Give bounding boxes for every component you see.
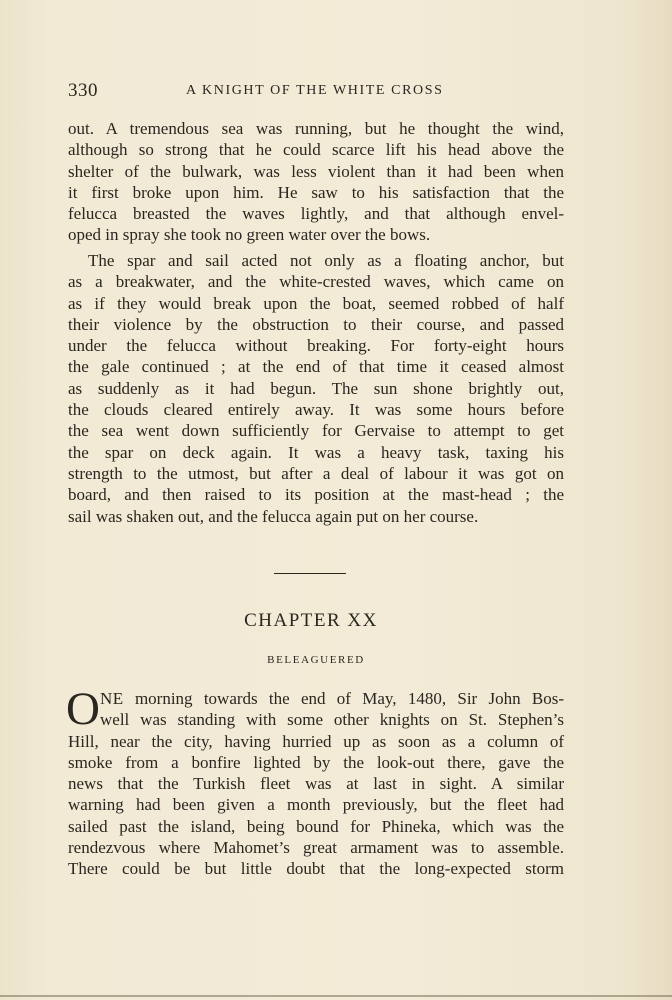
text-line: shelter of the bulwark, was less violent than it had been when: [68, 161, 564, 181]
page-header: [68, 80, 564, 104]
text-line: [68, 688, 564, 709]
text-line: as a breakwater, and the white-crested waves, which came on: [68, 272, 564, 292]
text-line: warning had been given a month previously, but the fleet had: [68, 795, 564, 815]
text-line: as suddenly as it had begun. The sun shone brightly out,: [68, 378, 564, 398]
text-line-rest: morning towards the end of May, 1480, Sir John Bos-: [123, 689, 564, 708]
text-line: the gale continued ; at the end of that time it ceased almost: [68, 357, 564, 377]
text-line: board, and then raised to its position at the mast-head ; the: [68, 485, 564, 505]
text-line: it first broke upon him. He saw to his satisfaction that the: [68, 182, 564, 202]
text-line: their violence by the obstruction to their course, and passed: [68, 314, 564, 334]
text-line: Hill, near the city, having hurried up as soon as a column of: [68, 731, 564, 751]
text-line: as if they would break upon the boat, seemed robbed of half: [68, 293, 564, 313]
chapter-title: CHAPTER XX: [244, 610, 378, 631]
text-line: oped in spray she took no green water over the bows.: [68, 225, 431, 245]
text-line: the clouds cleared entirely away. It was some hours before: [68, 400, 564, 420]
text-line: the spar on deck again. It was a heavy task, taxing his: [68, 442, 564, 462]
text-line: under the felucca without breaking. For forty-eight hours: [68, 336, 564, 356]
text-line: the sea went down sufficiently for Gervaise to attempt to get: [68, 421, 564, 441]
text-line: felucca breasted the waves lightly, and that although envel-: [68, 204, 564, 224]
running-title: A KNIGHT OF THE WHITE CROSS: [186, 83, 444, 98]
first-word-small-caps: NE: [100, 689, 124, 708]
text-line: smoke from a bonfire lighted by the look-out there, gave the: [68, 752, 564, 772]
drop-cap: O: [66, 683, 100, 735]
page-number: 330: [68, 80, 98, 101]
text-line: although so strong that he could scarce lift his head above the: [68, 140, 564, 160]
paragraph-2: [68, 250, 564, 527]
text-line: news that the Turkish fleet was at last in sight. A similar: [68, 774, 564, 794]
text-line: well was standing with some other knights on St. Stephen’s: [100, 710, 564, 730]
text-line: rendezvous where Mahomet’s great armament was to assemble.: [68, 838, 564, 858]
chapter-subtitle: BELEAGUERED: [267, 654, 365, 666]
text-line: sailed past the island, being bound for Phineka, which was the: [68, 816, 564, 836]
text-line: There could be but little doubt that the long-expected storm: [68, 859, 564, 879]
text-line: sail was shaken out, and the felucca again put on her course.: [68, 506, 479, 526]
text-line: The spar and sail acted not only as a floating anchor, but: [88, 251, 564, 270]
text-line: out. A tremendous sea was running, but he thought the wind,: [68, 119, 564, 138]
section-divider: [274, 573, 346, 574]
paragraph-1: [68, 118, 564, 246]
opening-paragraph: [66, 683, 564, 880]
text-line: strength to the utmost, but after a deal of labour it was got on: [68, 463, 564, 483]
page-bottom-edge: [0, 995, 672, 997]
